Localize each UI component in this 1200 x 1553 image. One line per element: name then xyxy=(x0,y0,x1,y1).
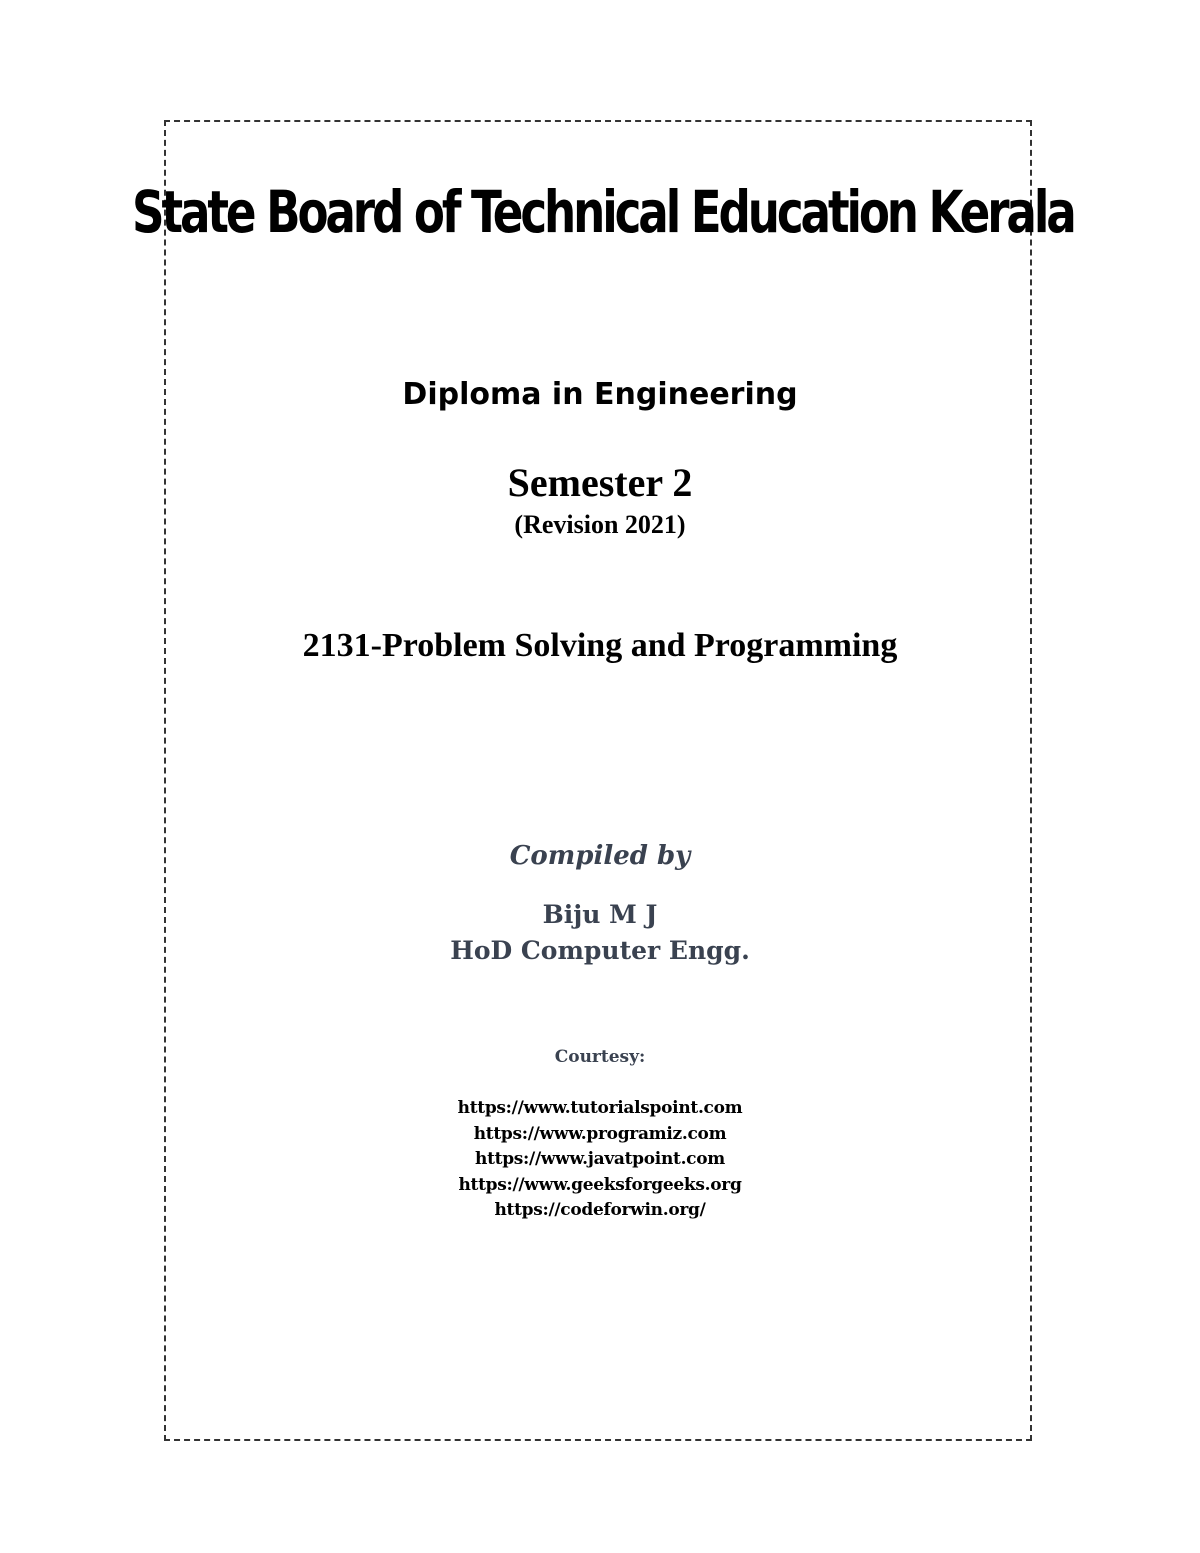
courtesy-link[interactable]: https://www.programiz.com xyxy=(473,1123,727,1144)
board-title: State Board of Technical Education Kerala xyxy=(132,178,1074,246)
author-name: Biju M J xyxy=(542,900,658,929)
semester-heading: Semester 2 xyxy=(507,460,693,505)
courtesy-links xyxy=(0,1096,1200,1224)
revision-label: (Revision 2021) xyxy=(514,510,686,539)
compiled-by-label: Compiled by xyxy=(509,841,691,871)
courtesy-link[interactable]: https://www.tutorialspoint.com xyxy=(457,1098,743,1118)
page-border xyxy=(164,120,1032,1441)
courtesy-link[interactable]: https://www.geeksforgeeks.org xyxy=(458,1174,742,1195)
courtesy-link[interactable]: https://codeforwin.org/ xyxy=(494,1200,706,1220)
courtesy-link[interactable]: https://www.javatpoint.com xyxy=(475,1149,725,1169)
program-title: Diploma in Engineering xyxy=(402,377,798,412)
courtesy-label: Courtesy: xyxy=(554,1047,646,1067)
course-title: 2131-Problem Solving and Programming xyxy=(302,627,898,664)
author-designation: HoD Computer Engg. xyxy=(450,936,750,965)
